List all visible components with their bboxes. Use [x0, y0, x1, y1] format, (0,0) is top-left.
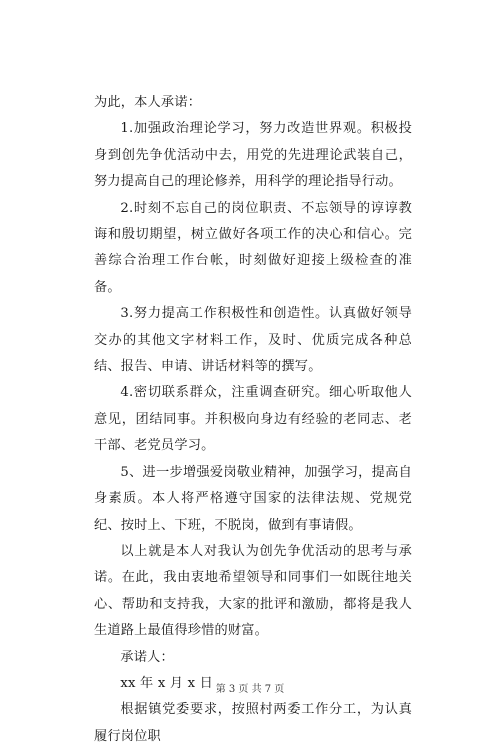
- signatory-label: 承诺人：: [120, 649, 174, 665]
- next-section-start: 根据镇党委要求，按照村两委工作分工，为认真履行岗位职: [94, 702, 412, 744]
- document-body: [94, 90, 412, 750]
- date-line: xx 年 x 月 x 日: [120, 675, 214, 691]
- pledge-item-1: 1.加强政治理论学习，努力改造世界观。积极投身到创先争优活动中去，用党的先进理论武装自己，努力提高自己的理论修养，用科学的理论指导行动。: [94, 121, 412, 190]
- pledge-item-2: 2.时刻不忘自己的岗位职责、不忘领导的谆谆教诲和殷切期望，树立做好各项工作的决心和信心。完善综合治理工作台帐，时刻做好迎接上级检查的准备。: [94, 200, 412, 295]
- intro-line: 为此，本人承诺：: [94, 95, 202, 110]
- closing-paragraph: 以上就是本人对我认为创先争优活动的思考与承诺。在此，我由衷地希望领导和同事们一如既往地关心、帮助和支持我，大家的批评和激励，都将是我人生道路上最值得珍惜的财富。: [94, 543, 412, 639]
- pledge-item-3: 3.努力提高工作积极性和创造性。认真做好领导交办的其他文字材料工作，及时、优质完成各种总结、报告、申请、讲话材料等的撰写。: [94, 306, 412, 375]
- page-number: 第 3 页 共 7 页: [215, 684, 285, 695]
- pledge-item-5: 5、进一步增强爱岗敬业精神，加强学习，提高自身素质。本人将严格遵守国家的法律法规、党规党纪、按时上、下班，不脱岗，做到有事请假。: [94, 464, 412, 533]
- pledge-item-4: 4.密切联系群众，注重调查研究。细心听取他人意见，团结同事。并积极向身边有经验的老同志、老干部、老党员学习。: [94, 385, 412, 454]
